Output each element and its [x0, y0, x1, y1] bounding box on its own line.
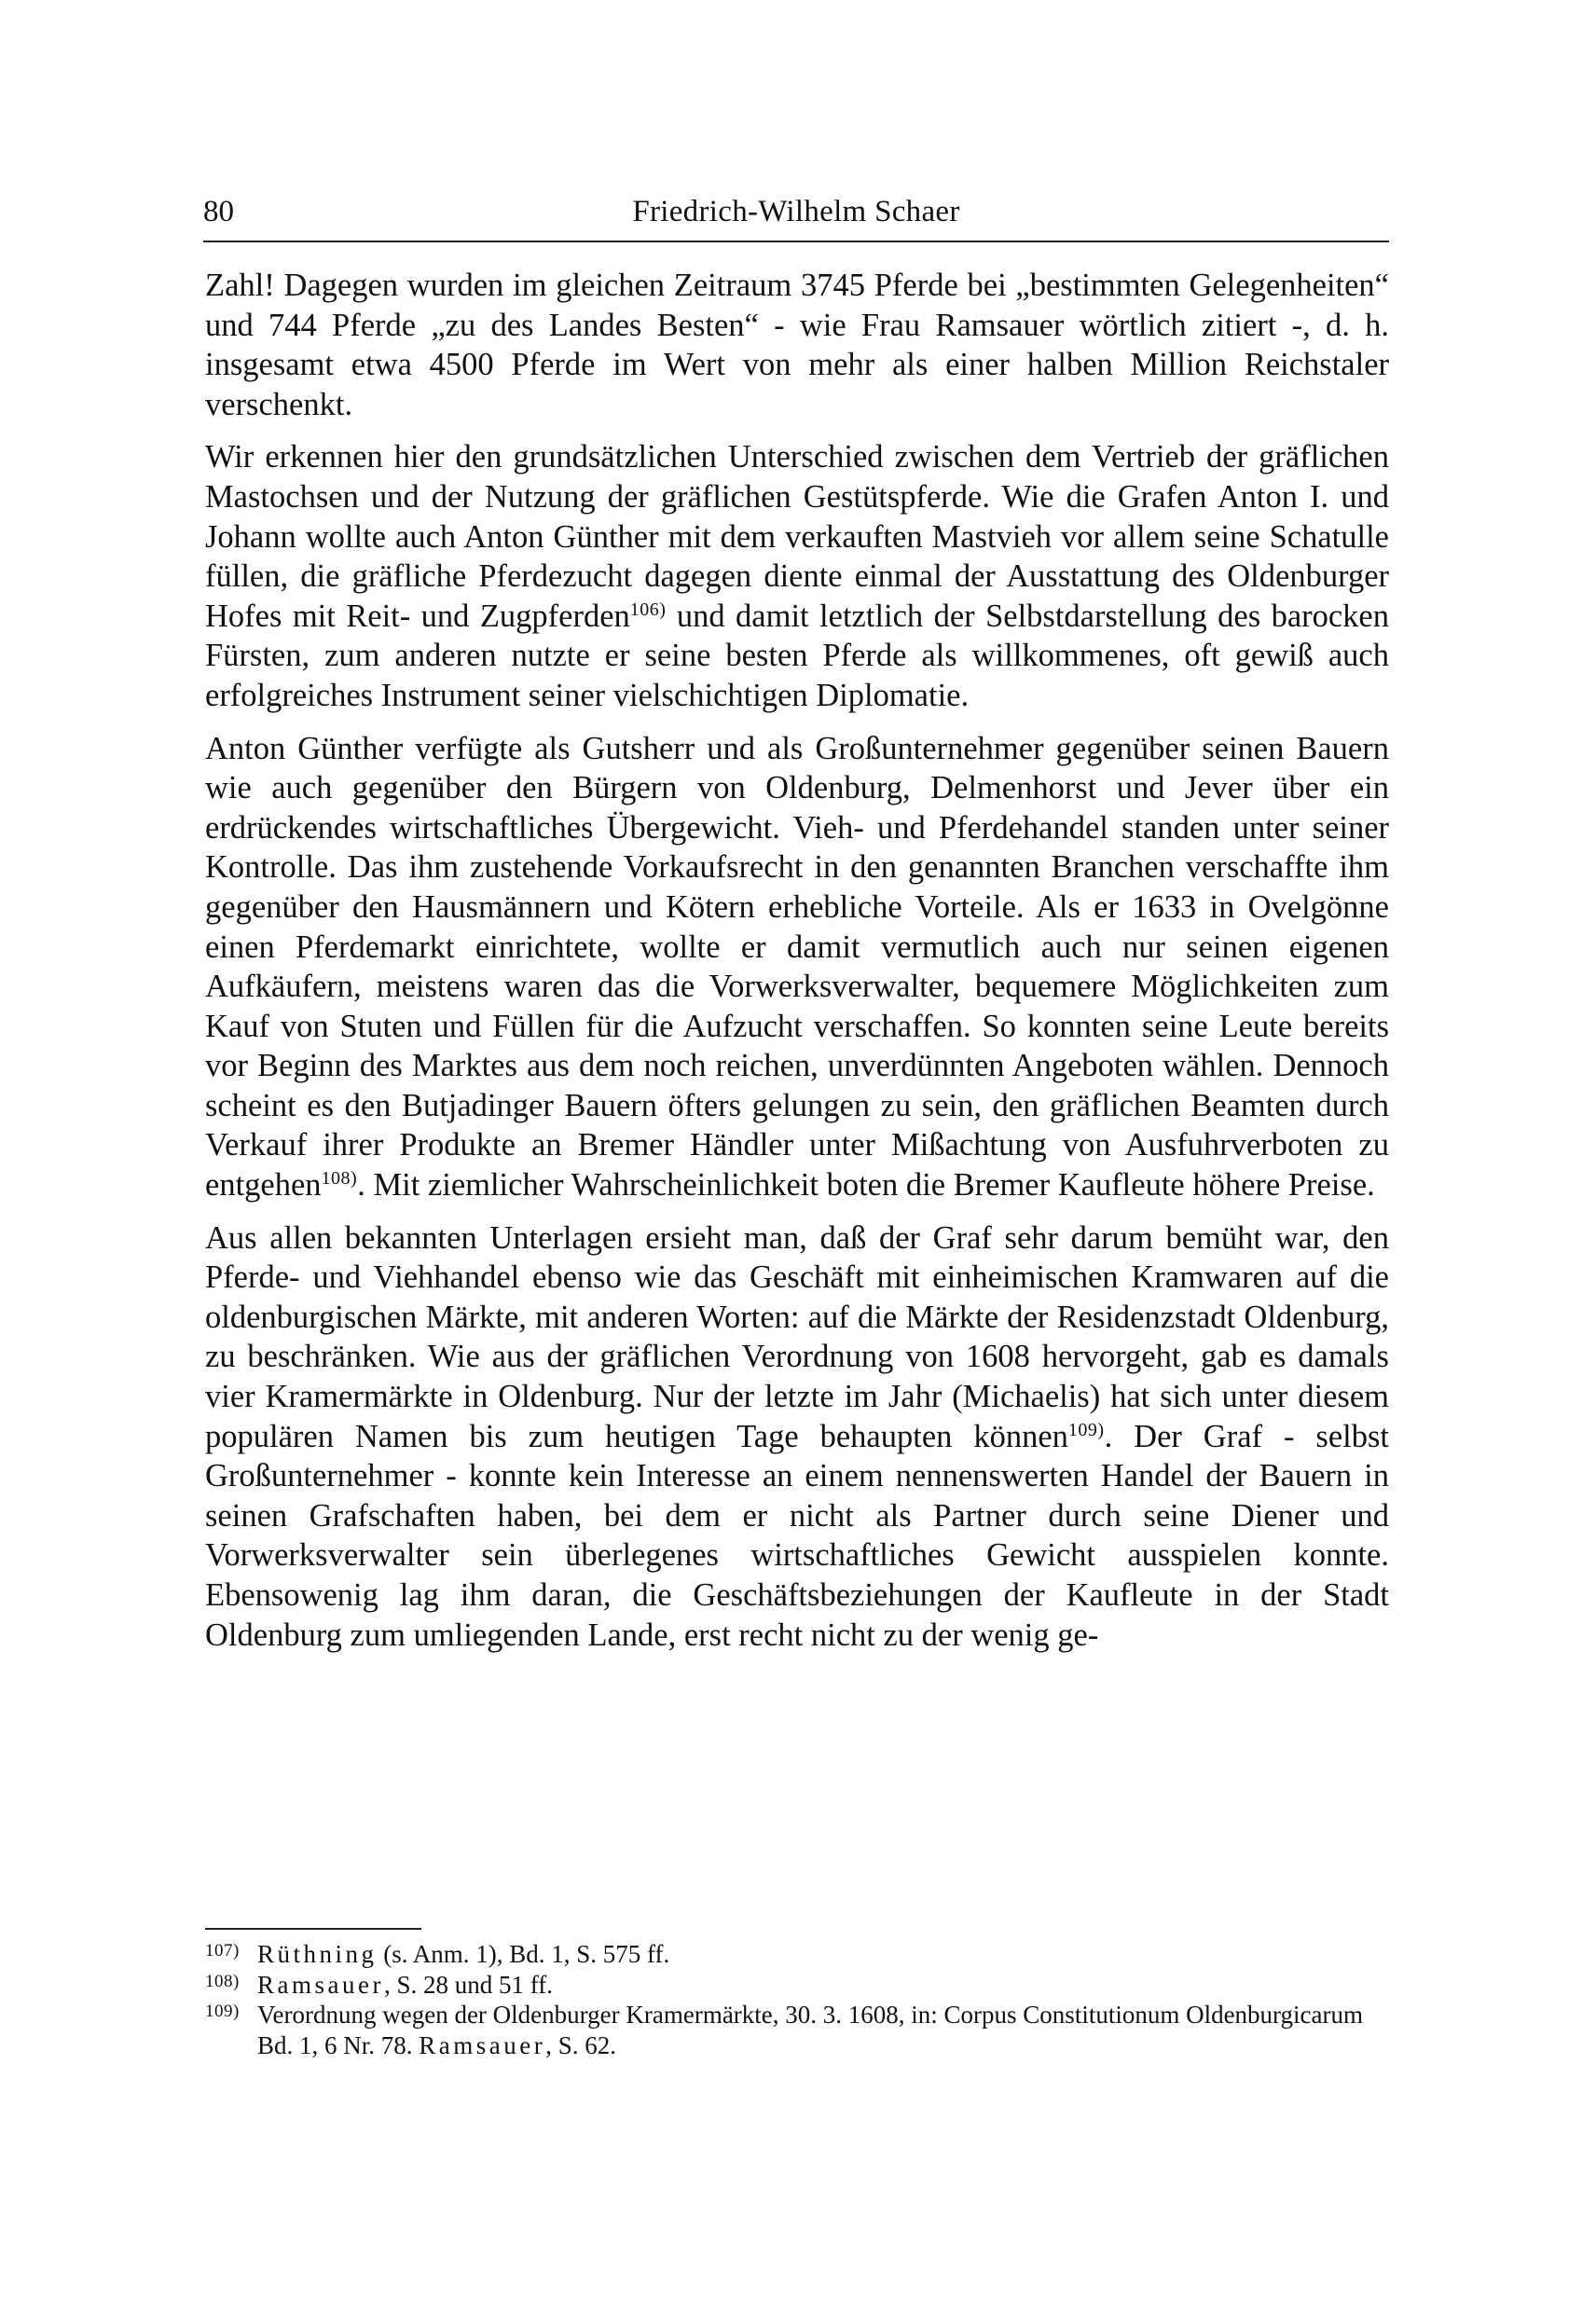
footnote-number: 108) — [205, 1971, 240, 1991]
paragraph-2 — [205, 437, 1389, 715]
page-header — [203, 189, 1389, 234]
footnote-text: Verordnung wegen der Oldenburger Kramermärkte, 30. 3. 1608, in: Corpus Constitutionum Oldenburgicarum Bd. 1, 6 Nr. 78. — [257, 2001, 1364, 2059]
paragraph-text: und damit letztlich der Selbstdarstellung des barocken Fürsten, zum anderen nutzte er seine besten Pferde als willkommenes, oft gewiß auch erfolgreiches Instrument seiner vielschichtigen Diplomatie. — [205, 598, 1389, 713]
paragraph-text: Zahl! Dagegen wurden im gleichen Zeitraum 3745 Pferde bei „bestimmten Gelegenheiten“ und 744 Pferde „zu des Landes Besten“ - wie Frau Ramsauer wörtlich zitiert -, d. h. insgesamt etwa 4500 Pferde im Wert von mehr als einer halben Million Reichstaler verschenkt. — [205, 268, 1389, 422]
page-number: 80 — [203, 195, 234, 228]
paragraph-1 — [205, 266, 1389, 424]
footnote-number: 107) — [205, 1941, 240, 1961]
footnote-author: Rüthning — [257, 1940, 378, 1968]
footnote-reference[interactable]: 106) — [629, 599, 667, 620]
footnotes — [205, 1939, 1389, 2060]
paragraph-3 — [205, 729, 1389, 1205]
footnote-108 — [205, 1970, 1389, 2001]
footnote-reference[interactable]: 108) — [321, 1168, 358, 1190]
running-head: Friedrich-Wilhelm Schaer — [632, 195, 960, 228]
footnote-text: , S. 28 und 51 ff. — [383, 1970, 553, 1999]
paragraph-text: Wir erkennen hier den grundsätzlichen Unterschied zwischen dem Vertrieb der gräflichen Mastochsen und der Nutzung der gräflichen Gestütspferde. Wie die Grafen Anton I. und Johann wollte auch Anton Günther mit dem verkauften Mastvieh vor allem seine Schatulle füllen, die gräfliche Pferdezucht dagegen diente einmal der Ausstattung des Oldenburger Hofes mit Reit- und Zugpferden — [205, 439, 1389, 634]
footnote-author: Ramsauer — [257, 1970, 384, 1999]
footnote-109 — [205, 2000, 1389, 2060]
header-rule — [203, 241, 1389, 242]
footnote-reference[interactable]: 109) — [1067, 1419, 1105, 1440]
paragraph-text: . Der Graf - selbst Großunternehmer - konnte kein Interesse an einem nennenswerten Handel der Bauern in seinen Grafschaften haben, bei dem er nicht als Partner durch seine Diener und Vorwerksverwalter sein überlegenes wirtschaftliches Gewicht ausspielen konnte. Ebensowenig lag ihm daran, die Geschäftsbeziehungen der Kaufleute in der Stadt Oldenburg zum umliegenden Lande, erst recht nicht zu der wenig ge- — [205, 1418, 1389, 1653]
footnote-rule — [205, 1928, 421, 1930]
footnote-author: Ramsauer — [419, 2030, 546, 2059]
paragraph-text: . Mit ziemlicher Wahrscheinlichkeit boten die Bremer Kaufleute höhere Preise. — [357, 1167, 1375, 1204]
footnote-107 — [205, 1939, 1389, 1970]
paragraph-4 — [205, 1218, 1389, 1656]
footnote-text: , S. 62. — [545, 2030, 617, 2059]
paragraph-text: Anton Günther verfügte als Gutsherr und als Großunternehmer gegenüber seinen Bauern wie auch gegenüber den Bürgern von Oldenburg, Delmenhorst und Jever über ein erdrückendes wirtschaftliches Übergewicht. Vieh- und Pferdehandel standen unter seiner Kontrolle. Das ihm zustehende Vorkaufsrecht in den genannten Branchen verschaffte ihm gegenüber den Hausmännern und Kötern erhebliche Vorteile. Als er 1633 in Ovelgönne einen Pferdemarkt einrichtete, wollte er damit vermutlich auch nur seinen eigenen Aufkäufern, meistens waren das die Vorwerksverwalter, bequemere Möglichkeiten zum Kauf von Stuten und Füllen für die Aufzucht verschaffen. So konnten seine Leute bereits vor Beginn des Marktes aus dem noch reichen, unverdünnten Angeboten wählen. Dennoch scheint es den Butjadinger Bauern öfters gelungen zu sein, den gräflichen Beamten durch Verkauf ihrer Produkte an Bremer Händler unter Mißachtung von Ausfuhrverboten zu entgehen — [205, 730, 1389, 1204]
paragraph-text: Aus allen bekannten Unterlagen ersieht man, daß der Graf sehr darum bemüht war, den Pferde- und Viehhandel ebenso wie das Geschäft mit einheimischen Kramwaren auf die oldenburgischen Märkte, mit anderen Worten: auf die Märkte der Residenzstadt Oldenburg, zu beschränken. Wie aus der gräflichen Verordnung von 1608 hervorgeht, gab es damals vier Kramermärkte in Oldenburg. Nur der letzte im Jahr (Michaelis) hat sich unter diesem populären Namen bis zum heutigen Tage behaupten können — [205, 1219, 1389, 1454]
body-text — [205, 266, 1389, 1655]
footnote-number: 109) — [205, 2002, 240, 2021]
footnote-text: (s. Anm. 1), Bd. 1, S. 575 ff. — [377, 1940, 670, 1968]
